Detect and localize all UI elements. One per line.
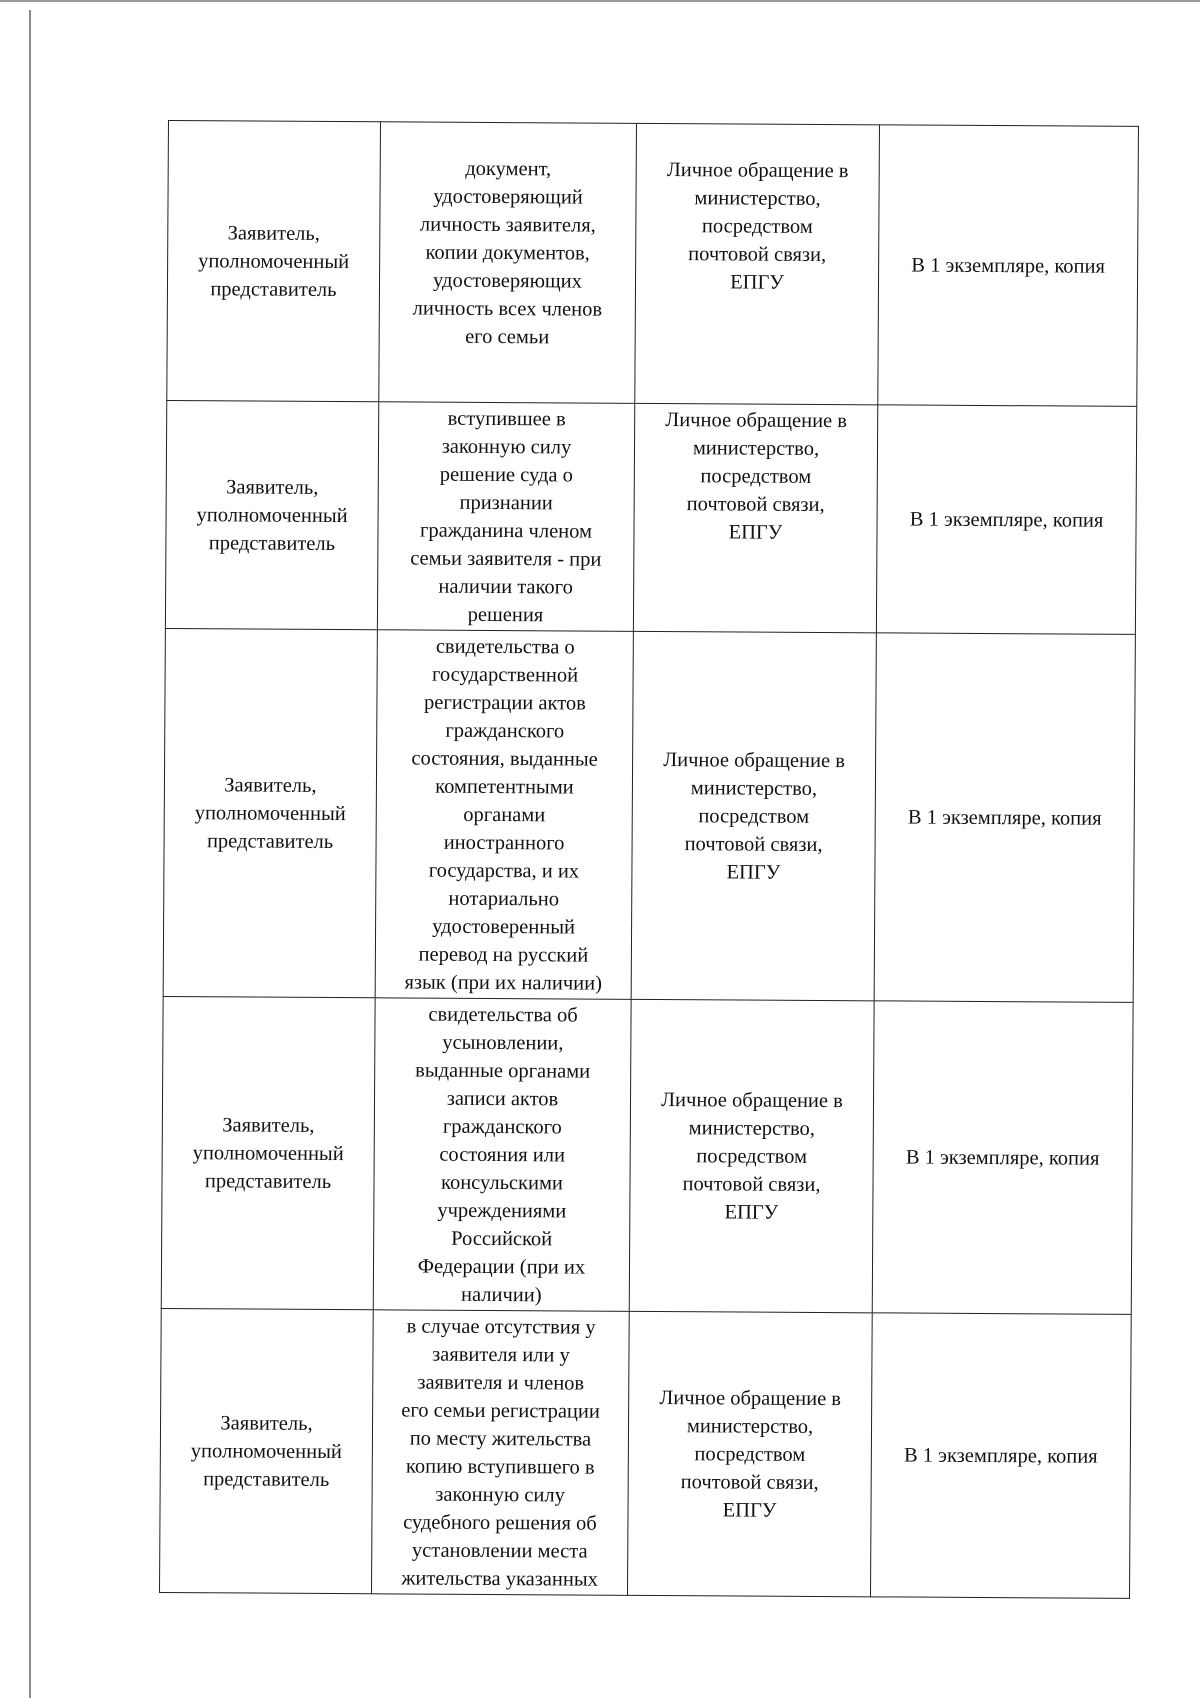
document-line: выданные органами: [415, 1059, 591, 1083]
applicant-line: уполномоченный: [194, 801, 346, 825]
document-cell: [373, 998, 631, 1312]
document-line: нотариально: [448, 887, 560, 911]
document-line: состояния, выданные: [411, 747, 598, 771]
table-row: [165, 400, 1136, 634]
copies-cell: [874, 633, 1135, 1003]
copies-cell: [872, 1001, 1133, 1315]
applicant-line: Заявитель,: [222, 1113, 315, 1137]
document-line: государства, и их: [428, 859, 580, 883]
applicant-line: уполномоченный: [192, 1141, 344, 1165]
document-line: компетентными: [435, 775, 574, 799]
method-cell: [629, 999, 874, 1312]
scan-edge-left: [29, 10, 31, 1698]
applicant-cell: [163, 628, 377, 997]
copies-text: В 1 экземпляре, копия: [903, 1444, 1098, 1468]
document-line: органами: [463, 803, 546, 827]
method-line: ЕПГУ: [728, 521, 783, 544]
document-line: усыновлении,: [442, 1031, 564, 1055]
applicant-line: уполномоченный: [190, 1439, 342, 1463]
method-line: ЕПГУ: [730, 271, 784, 294]
scan-edge-top: [0, 0, 1200, 2]
table-row: [160, 1308, 1132, 1598]
document-line: регистрации актов: [423, 691, 586, 715]
copies-cell: [878, 125, 1139, 407]
table-row: [163, 628, 1135, 1002]
document-line: наличии): [460, 1283, 542, 1307]
document-line: язык (при их наличии): [404, 971, 603, 995]
method-line: Личное обращение в: [661, 1088, 843, 1112]
document-line: консульскими: [441, 1171, 564, 1195]
document-cell: [379, 122, 637, 404]
method-line: посредством: [698, 804, 810, 828]
document-line: заявителя или у: [432, 1343, 570, 1367]
document-line: решения: [467, 603, 544, 627]
document-line: установлении места: [411, 1539, 588, 1563]
method-line: почтовой связи,: [686, 493, 825, 517]
method-line: министерство,: [690, 776, 818, 800]
document-line: его семьи: [465, 325, 550, 349]
copies-text: В 1 экземпляре, копия: [905, 1146, 1100, 1170]
document-line: перевод на русский: [418, 943, 589, 967]
applicant-cell: [161, 996, 375, 1309]
document-line: личность заявителя,: [419, 213, 596, 237]
document-line: учреждениями: [437, 1199, 567, 1223]
method-cell: [635, 123, 880, 404]
applicant-line: представитель: [206, 829, 334, 853]
method-cell: [633, 403, 877, 632]
document-line: свидетельства о: [435, 635, 575, 659]
document-line: удостоверяющий: [433, 185, 583, 209]
table-row: [167, 121, 1139, 407]
applicant-line: Заявитель,: [220, 1411, 313, 1435]
document-line: личность всех членов: [412, 297, 603, 321]
document-line: копии документов,: [425, 241, 590, 265]
document-line: в случае отсутствия у: [406, 1315, 596, 1339]
method-line: Личное обращение в: [666, 159, 849, 183]
applicant-cell: [167, 121, 381, 402]
document-cell: [372, 1310, 630, 1596]
method-line: посредством: [696, 1144, 808, 1168]
method-line: почтовой связи,: [680, 1470, 819, 1494]
method-line: посредством: [700, 465, 812, 488]
applicant-line: представитель: [210, 277, 337, 301]
document-line: судебного решения об: [403, 1511, 597, 1535]
method-cell: [631, 631, 876, 1000]
applicant-line: Заявитель,: [227, 221, 320, 245]
document-line: удостоверенный: [432, 915, 576, 939]
method-line: Личное обращение в: [665, 409, 848, 433]
method-line: Личное обращение в: [659, 1386, 842, 1410]
method-cell: [627, 1311, 872, 1596]
applicant-cell: [160, 1308, 374, 1593]
document-line: иностранного: [443, 831, 565, 855]
method-line: посредством: [701, 215, 813, 238]
document-line: гражданского: [445, 719, 565, 743]
documents-table: [159, 120, 1139, 1599]
copies-text: В 1 экземпляре, копия: [907, 806, 1102, 830]
applicant-line: представитель: [203, 1467, 330, 1491]
applicant-line: представитель: [204, 1169, 332, 1193]
document-line: документ,: [465, 157, 552, 181]
document-line: гражданского: [442, 1115, 562, 1139]
table-row: [161, 996, 1133, 1314]
applicant-line: представитель: [208, 531, 336, 555]
document-line: законную силу: [435, 1483, 565, 1507]
applicant-line: Заявитель,: [226, 475, 319, 499]
method-line: посредством: [694, 1442, 806, 1466]
document-line: Федерации (при их: [417, 1255, 586, 1279]
applicant-line: уполномоченный: [196, 503, 348, 527]
document-line: записи актов: [446, 1087, 559, 1111]
document-line: удостоверяющих: [433, 269, 583, 293]
method-line: Личное обращение в: [663, 748, 845, 772]
method-line: почтовой связи,: [688, 243, 827, 267]
copies-cell: [870, 1313, 1131, 1599]
document-line: законную силу: [441, 435, 572, 459]
document-line: Российской: [451, 1227, 553, 1251]
copies-text: В 1 экземпляре, копия: [911, 254, 1105, 278]
document-line: гражданина членом: [419, 519, 593, 543]
method-line: почтовой связи,: [682, 1172, 821, 1196]
document-line: государственной: [431, 663, 579, 687]
document-line: семьи заявителя - при: [410, 547, 602, 571]
method-line: министерство,: [694, 187, 821, 210]
applicant-line: Заявитель,: [224, 773, 317, 797]
document-line: копию вступившего в: [405, 1455, 595, 1479]
copies-cell: [876, 405, 1136, 635]
document-line: заявителя и членов: [417, 1371, 585, 1395]
document-line: свидетельства об: [428, 1003, 578, 1027]
method-line: ЕПГУ: [726, 860, 781, 884]
method-line: министерство,: [686, 1414, 814, 1438]
applicant-cell: [165, 400, 378, 629]
method-line: министерство,: [688, 1116, 816, 1140]
document-line: жительства указанных: [401, 1567, 598, 1591]
document-line: признании: [459, 491, 553, 515]
document-cell: [375, 630, 633, 1000]
document-line: решение суда о: [439, 463, 573, 487]
method-line: почтовой связи,: [684, 832, 823, 856]
document-line: вступившее в: [447, 407, 566, 431]
copies-text: В 1 экземпляре, копия: [909, 508, 1104, 532]
document-line: наличии такого: [438, 575, 573, 599]
method-line: ЕПГУ: [722, 1498, 777, 1522]
applicant-line: уполномоченный: [198, 249, 350, 273]
document-cell: [377, 402, 634, 632]
document-line: его семьи регистрации: [401, 1399, 600, 1423]
document-line: состояния или: [439, 1143, 566, 1167]
method-line: ЕПГУ: [724, 1200, 779, 1224]
document-line: по месту жительства: [409, 1427, 592, 1451]
method-line: министерство,: [692, 437, 820, 460]
